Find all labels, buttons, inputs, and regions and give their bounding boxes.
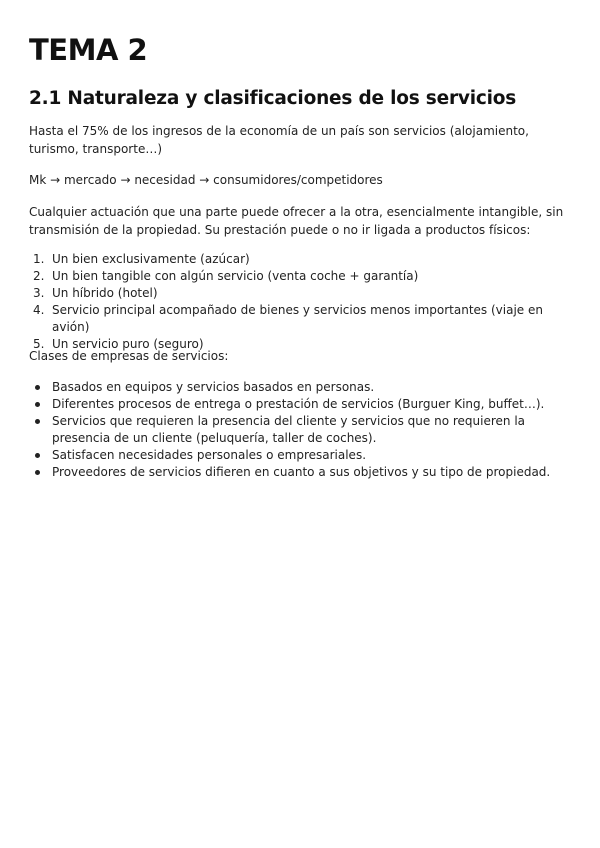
bullet-icon bbox=[35, 402, 40, 407]
list-item-text: Diferentes procesos de entrega o prestación de servicios (Burguer King, buffet…). bbox=[52, 397, 545, 411]
list-item bbox=[29, 251, 574, 268]
list-item bbox=[29, 396, 574, 413]
ordered-list-service-types bbox=[29, 251, 574, 353]
bullet-icon bbox=[35, 385, 40, 390]
list-item-text: Un bien tangible con algún servicio (venta coche + garantía) bbox=[52, 269, 419, 283]
page-title: TEMA 2 bbox=[29, 33, 148, 67]
list-item bbox=[29, 285, 574, 302]
list-item-text: Servicio principal acompañado de bienes y servicios menos importantes (viaje en avión) bbox=[52, 303, 543, 334]
list-item bbox=[29, 302, 574, 336]
bullet-icon bbox=[35, 453, 40, 458]
list-item-number: 1. bbox=[33, 252, 45, 266]
list-item-text: Un híbrido (hotel) bbox=[52, 286, 158, 300]
list-item-number: 3. bbox=[33, 286, 45, 300]
list-item bbox=[29, 268, 574, 285]
list-item-text: Un servicio puro (seguro) bbox=[52, 337, 204, 351]
section-heading: 2.1 Naturaleza y clasificaciones de los servicios bbox=[29, 88, 517, 109]
list-item bbox=[29, 447, 574, 464]
bullet-icon bbox=[35, 419, 40, 424]
list-item-text: Servicios que requieren la presencia del cliente y servicios que no requieren la presencia de un cliente (peluquería, taller de coches). bbox=[52, 414, 526, 445]
list-item-text: Basados en equipos y servicios basados en personas. bbox=[52, 380, 375, 394]
list-item-text: Satisfacen necesidades personales o empresariales. bbox=[52, 448, 367, 462]
list-item-number: 5. bbox=[33, 337, 45, 351]
list-item-text: Proveedores de servicios difieren en cuanto a sus objetivos y su tipo de propiedad. bbox=[52, 465, 551, 479]
list-item bbox=[29, 464, 574, 481]
paragraph-mk-chain: Mk → mercado → necesidad → consumidores/competidores bbox=[29, 173, 383, 187]
list-item bbox=[29, 413, 574, 447]
paragraph-economy: Hasta el 75% de los ingresos de la economía de un país son servicios (alojamiento, turismo, transporte…) bbox=[29, 124, 529, 156]
paragraph-definition: Cualquier actuación que una parte puede ofrecer a la otra, esencialmente intangible, sin transmisión de la propiedad. Su prestación puede o no ir ligada a productos físicos: bbox=[29, 205, 564, 237]
bullet-list-company-classes bbox=[29, 379, 574, 481]
list-item-number: 2. bbox=[33, 269, 45, 283]
list-item-number: 4. bbox=[33, 303, 45, 317]
paragraph-company-classes: Clases de empresas de servicios: bbox=[29, 349, 229, 363]
bullet-icon bbox=[35, 470, 40, 475]
list-item-text: Un bien exclusivamente (azúcar) bbox=[52, 252, 250, 266]
list-item bbox=[29, 379, 574, 396]
